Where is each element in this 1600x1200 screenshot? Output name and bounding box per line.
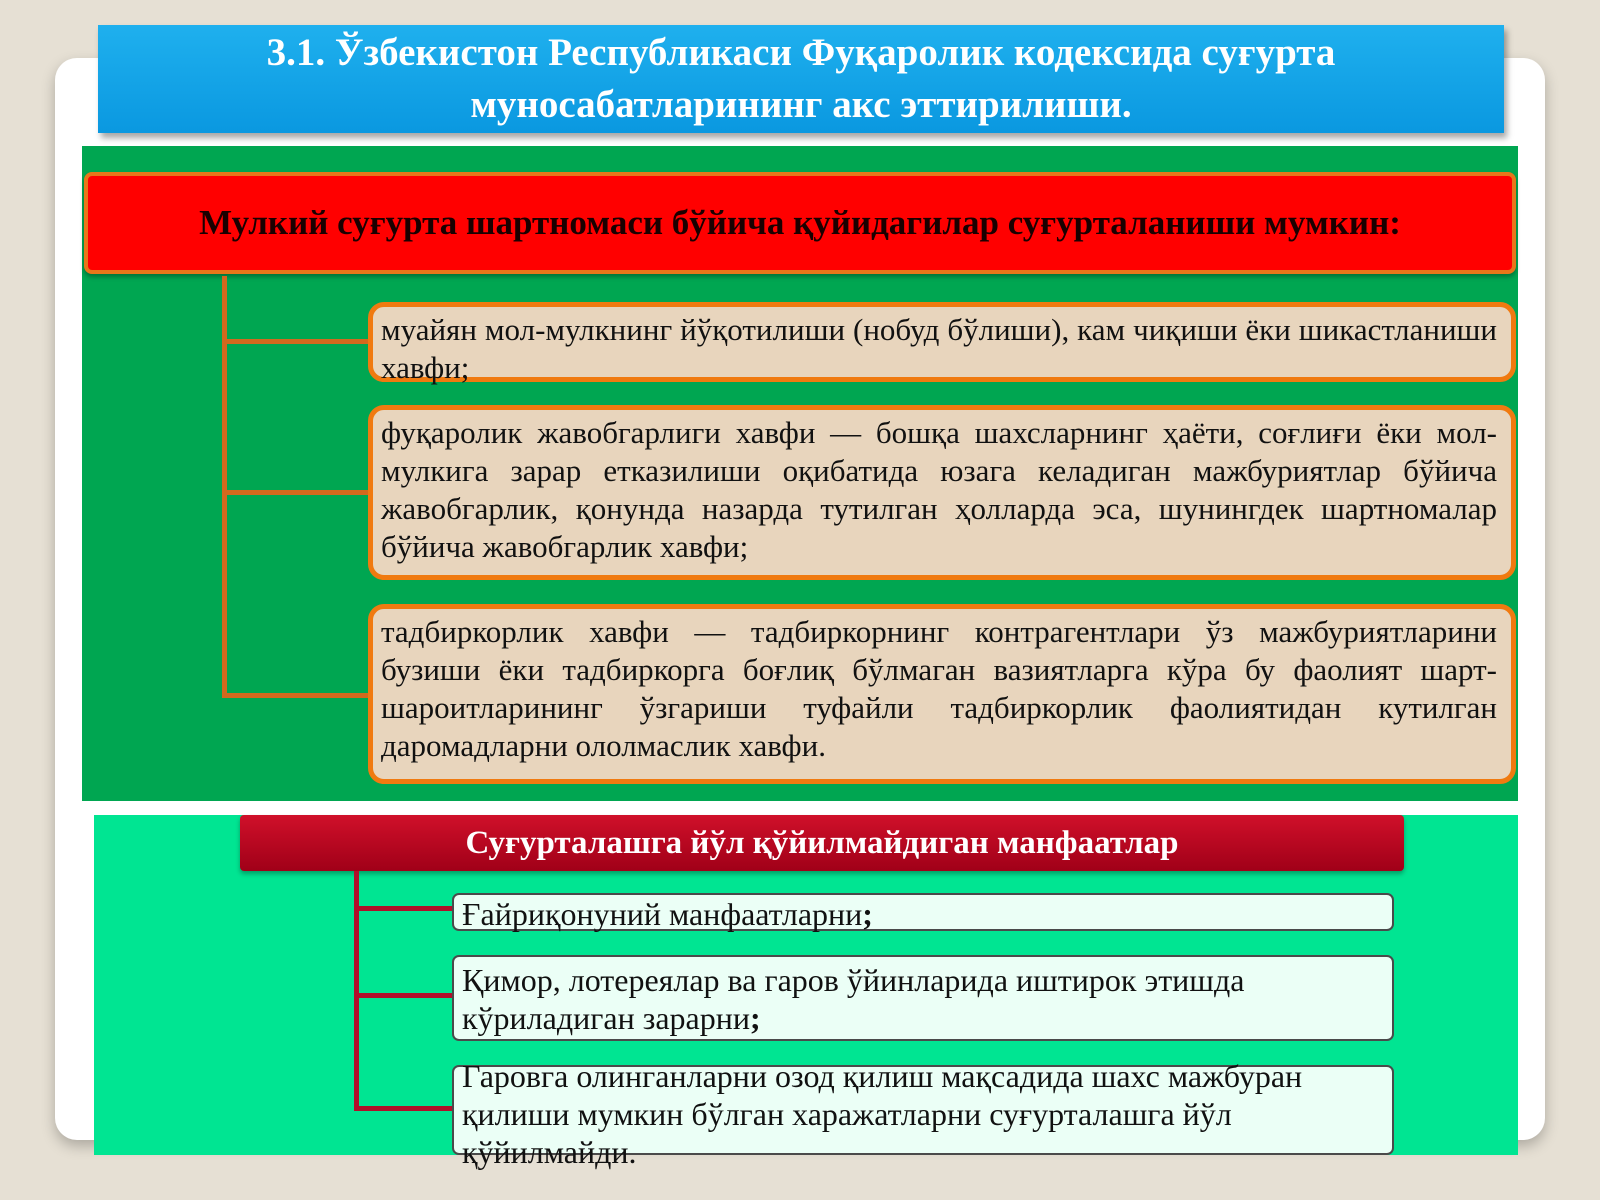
tree-branch xyxy=(222,339,368,344)
risk-item-text: муайян мол-мулкнинг йўқотилиши (нобуд бўлиши), кам чиқиши ёки шикастланиши хавфи; xyxy=(381,312,1497,385)
risk-item-text: фуқаролик жавобгарлиги хавфи — бошқа шахсларнинг ҳаёти, соғлиғи ёки мол-мулкига зарар етказилиши оқибатида юзага келадиган мажбуриятлар бўйича жавобгарлик, қонунда назарда тутилган ҳолларда эса, шунингдек шартномалар бўйича жавобгарлик хавфи; xyxy=(381,415,1497,564)
item-punct: ; xyxy=(750,1000,761,1036)
non-insurable-item xyxy=(452,893,1394,931)
non-insurable-item-text: Гаровга олинганларни озод қилиш мақсадида шахс мажбуран қилиши мумкин бўлган харажатларни суғурталашга йўл қўйилмайди. xyxy=(462,1058,1303,1170)
insurable-header: Мулкий суғурта шартномаси бўйича қуйидагилар суғурталаниши мумкин: xyxy=(199,203,1401,242)
non-insurable-item-text: Қимор, лотереялар ва гаров ўйинларида иштирок этишда кўриладиган зарарни xyxy=(462,962,1245,1036)
item-punct: ; xyxy=(862,896,873,932)
risk-item xyxy=(368,302,1516,385)
insurable-header-box xyxy=(84,172,1516,274)
tree-branch xyxy=(354,1106,452,1111)
non-insurable-header-box xyxy=(240,815,1404,871)
non-insurable-header: Суғурталашга йўл қўйилмайдиган манфаатлар xyxy=(465,824,1179,861)
slide-title-box xyxy=(98,25,1504,133)
risk-item xyxy=(368,405,1516,580)
risk-item-text: тадбиркорлик хавфи — тадбиркорнинг контрагентлари ўз мажбуриятларини бузиши ёки тадбиркорга боғлиқ бўлмаган вазиятларга кўра бу фаолият шарт-шароитларининг ўзгариши туфайли тадбиркорлик фаолиятидан кутилган даромадларни ололмаслик хавфи. xyxy=(381,614,1497,763)
slide-title: 3.1. Ўзбекистон Республикаси Фуқаролик кодексида суғурта муносабатларининг акс эттирилиши. xyxy=(266,31,1336,126)
tree-branch xyxy=(222,693,368,698)
tree-branch xyxy=(222,490,368,495)
tree-branch xyxy=(354,906,452,911)
risk-item xyxy=(368,604,1516,784)
non-insurable-item xyxy=(452,955,1394,1041)
non-insurable-item-text: Ғайриқонуний манфаатларни xyxy=(462,896,863,932)
non-insurable-item xyxy=(452,1058,1394,1170)
tree-branch xyxy=(354,993,452,998)
